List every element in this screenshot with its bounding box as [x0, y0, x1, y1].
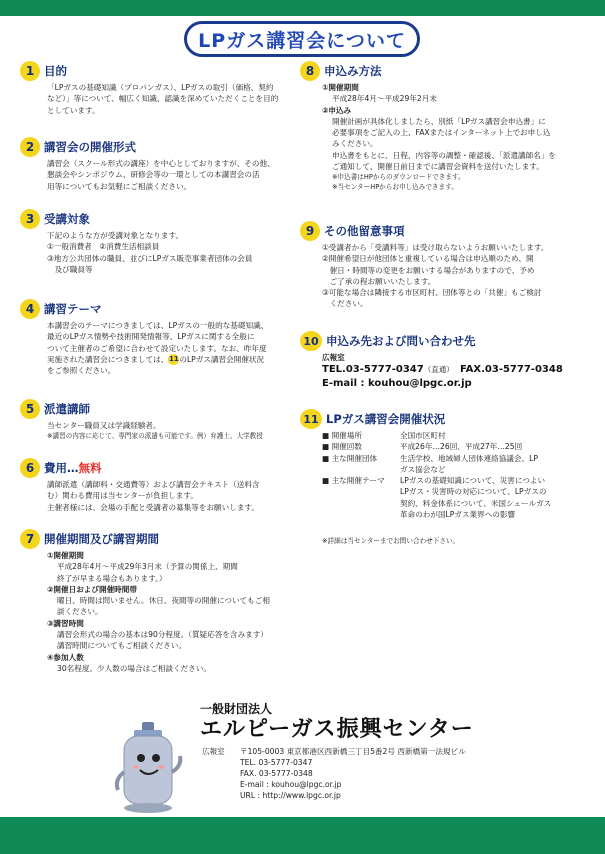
sub-heading: ①開催期間 [322, 83, 359, 92]
body-line: 平成28年4月〜平成29年3月末（予算の関係上、期間 [57, 562, 238, 572]
body-line: 談ください。 [57, 607, 103, 617]
organization-email: E-mail : kouhou@lpgc.or.jp [240, 780, 342, 789]
section-1 [20, 60, 292, 116]
section-title: 申込み先および問い合わせ先 [326, 334, 476, 348]
body-line: 催日・時間等の変更をお願いする場合がありますので、予め [322, 265, 535, 275]
section-body [20, 230, 292, 275]
body-line: としています。 [47, 105, 100, 115]
status-row [322, 430, 582, 441]
status-row [322, 441, 582, 452]
organization-fax: FAX. 03-5777-0348 [240, 769, 313, 778]
section-body [300, 430, 582, 546]
body-line: みください。 [332, 139, 378, 149]
status-value: 革命のわが国LPガス業界への影響 [400, 510, 516, 520]
body-line: 講師派遣（講師料・交通費等）および講習会テキスト（送料含 [47, 480, 260, 489]
body-line: など）」等について、幅広く知識、認識を深めていただくことを目的 [47, 94, 279, 104]
status-value: 契約、料金体系について、米国シェールガス [400, 498, 552, 508]
section-title: 受講対象 [44, 212, 90, 226]
organization-name: エルピーガス振興センター [200, 717, 474, 742]
section-3 [20, 208, 292, 275]
section-note: ※申込書はHPからのダウンロードできます。 [332, 173, 465, 182]
section-note: ※講習の内容に応じて、専門家の派遣も可能です。例）弁護士、大学教授 [47, 432, 263, 441]
body-line: 30名程度。少人数の場合はご相談ください。 [57, 663, 211, 673]
section-title: 目的 [44, 64, 67, 78]
body-line: 「LPガスの基礎知識（プロパンガス）、LPガスの取引（価格、契約 [47, 83, 274, 92]
body-line: 懇談会やシンポジウム、研修会等の一環としての本講習会の活 [47, 170, 260, 180]
status-value: 生活学校、地域婦人団体連絡協議会、LP [400, 453, 538, 463]
organization-prefix: 一般財団法人 [200, 702, 273, 716]
section-body [20, 158, 292, 192]
sub-heading: ③講習時間 [47, 618, 84, 628]
section-number-badge: 5 [20, 399, 40, 419]
contact-tel: TEL.03-5777-0347 [322, 364, 424, 376]
section-note: ※詳細は当センターまでお問い合わせ下さい。 [322, 537, 460, 546]
body-line: 開催計画が具体化しましたら、別紙「LPガス講習会申込書」に [332, 116, 546, 126]
body-line: ついて主催者のご希望に合わせて設定いたします。なお、昨年度 [47, 343, 267, 353]
section-7 [20, 528, 292, 674]
body-line: ご了承の程お願いいたします。 [322, 276, 436, 286]
section-title: LPガス講習会開催状況 [326, 412, 446, 426]
organization-address: 〒105-0003 東京都港区西新橋三丁目5番2号 西新橋第一法規ビル [240, 747, 466, 756]
body-line: 主催者様には、会場の手配と受講者の募集等をお願いします。 [47, 502, 260, 512]
section-body [20, 479, 292, 513]
section-number-badge: 11 [300, 409, 322, 429]
section-title-text: 費用… [44, 461, 79, 475]
status-key: ■ 開催場所 [322, 431, 362, 440]
status-value: ガス協会など [400, 464, 446, 474]
section-title: 講習会の開催形式 [44, 140, 136, 154]
sub-heading: ②申込み [322, 105, 352, 115]
body-line: ①一般消費者 ②消費生活相談員 [47, 242, 160, 252]
body-line: む）関わる費用は当センターが負担します。 [47, 491, 198, 501]
body-line: ご通知して、開催日前日までに講習会資料を送付いたします。 [332, 162, 544, 172]
section-number-badge: 1 [20, 61, 40, 81]
status-value: 全国市区町村 [400, 431, 446, 440]
section-note: ※当センターHPからお申し込みできます。 [332, 183, 458, 192]
status-row [322, 453, 582, 476]
section-6 [20, 457, 292, 513]
section-number-badge: 2 [20, 137, 40, 157]
body-line: ください。 [322, 299, 368, 309]
body-line: 用等についてもお気軽にご相談ください。 [47, 181, 192, 191]
status-value: LPガス・災害時の対応について、LPガスの [400, 487, 547, 497]
body-line: ③地方公共団体の職員、並びにLPガス販売事業者団体の会員 [47, 253, 253, 263]
status-value: 平成26年…26回、平成27年…25回 [400, 442, 523, 452]
body-line: 講習会（スクール形式の講座）を中心としておりますが、その他、 [47, 159, 275, 168]
body-line: 終了が早まる場合もあります。） [57, 573, 167, 583]
section-title: その他留意事項 [324, 224, 405, 238]
section-body [20, 420, 292, 441]
body-line: 申込書をもとに、日程、内容等の調整・確認後、「派遣講師名」を [332, 150, 557, 160]
section-body [300, 82, 582, 192]
section-number-badge: 10 [300, 331, 322, 351]
section-number-badge: 7 [20, 529, 40, 549]
section-4 [20, 298, 292, 377]
status-key: ■ 主な開催団体 [322, 453, 378, 463]
body-line: 当センター職員又は学識経験者。 [47, 421, 161, 430]
body-line: 最近のLPガス情勢や技術開発情報等、LPガスに関する全般に [47, 332, 255, 342]
status-value: LPガスの基礎知識について、災害につよい [400, 476, 546, 486]
body-text: 実施された講習会につきましては、 [47, 354, 169, 364]
section-title: 派遣講師 [44, 402, 90, 416]
body-line: 本講習会のテーマにつきましては、LPガスの一般的な基礎知識、 [47, 321, 269, 330]
contact-fax: FAX.03-5777-0348 [459, 364, 563, 376]
body-line [47, 354, 292, 366]
body-line: ③可能な場合は隣接する市区町村、団体等との「共催」もご検討 [322, 288, 542, 298]
status-row [322, 475, 582, 520]
contact-department: 広報室 [322, 353, 345, 362]
status-key: ■ 開催回数 [322, 442, 362, 452]
section-8 [300, 60, 582, 192]
free-label: 無料 [78, 461, 102, 475]
bottom-green-band [0, 817, 605, 854]
section-number-badge: 9 [300, 221, 320, 241]
sub-heading: ①開催期間 [47, 551, 84, 560]
top-green-band [0, 0, 605, 16]
section-10 [300, 330, 582, 391]
organization-block [118, 700, 578, 743]
page-title: LPガス講習会について [198, 29, 406, 52]
status-key: ■ 主な開催テーマ [322, 476, 385, 486]
section-number-badge: 4 [20, 299, 40, 319]
section-body [20, 550, 292, 674]
section-11-reference-badge: 11 [168, 355, 179, 364]
organization-dept-label: 広報室 [202, 747, 225, 756]
section-title: 申込み方法 [324, 64, 382, 78]
body-line: 下記のような方が受講対象となります。 [47, 231, 184, 240]
section-title [44, 460, 102, 476]
section-title: 開催期間及び講習期間 [44, 532, 159, 546]
contact-email: E-mail : kouhou@lpgc.or.jp [322, 378, 472, 390]
sub-heading: ②開催日および開催時間帯 [47, 584, 137, 594]
body-line: 曜日、時間は問いません。休日、夜間等の開催についてもご相 [57, 596, 270, 606]
body-line: 講習会形式の場合の基本は90分程度。（質疑応答を含みます） [57, 630, 268, 640]
section-number-badge: 3 [20, 209, 40, 229]
body-line: ①受講者から「受講料等」は受け取らないようお願いいたします。 [322, 243, 549, 252]
section-11 [300, 408, 582, 546]
section-body [300, 242, 582, 310]
organization-url: URL : http://www.lpgc.or.jp [240, 791, 341, 800]
organization-contact [202, 746, 466, 801]
body-line: 講習時間についてもご相談ください。 [57, 641, 186, 651]
sub-heading: ④参加人数 [47, 652, 84, 662]
contact-tel-note: （直通） [423, 365, 450, 375]
section-5 [20, 398, 292, 441]
body-line: ②開催希望日が他団体と重複している場合は申込順のため、開 [322, 254, 534, 264]
section-number-badge: 6 [20, 458, 40, 478]
section-body [20, 82, 292, 116]
page-title-banner [184, 21, 420, 57]
body-line: をご参照ください。 [47, 366, 116, 376]
organization-tel: TEL. 03-5777-0347 [240, 758, 313, 767]
body-line: 平成28年4月〜平成29年2月末 [332, 94, 437, 104]
section-9 [300, 220, 582, 310]
body-text: のLPガス講習会開催状況 [179, 354, 265, 364]
body-line: 必要事項をご記入の上、FAXまたはインターネット上でお申し込 [332, 128, 551, 138]
section-body [20, 320, 292, 377]
section-title: 講習テーマ [44, 302, 102, 316]
section-body [300, 352, 582, 391]
contact-phone-fax-line [322, 363, 582, 377]
body-line: 及び職員等 [47, 264, 93, 274]
section-2 [20, 136, 292, 192]
section-number-badge: 8 [300, 61, 320, 81]
